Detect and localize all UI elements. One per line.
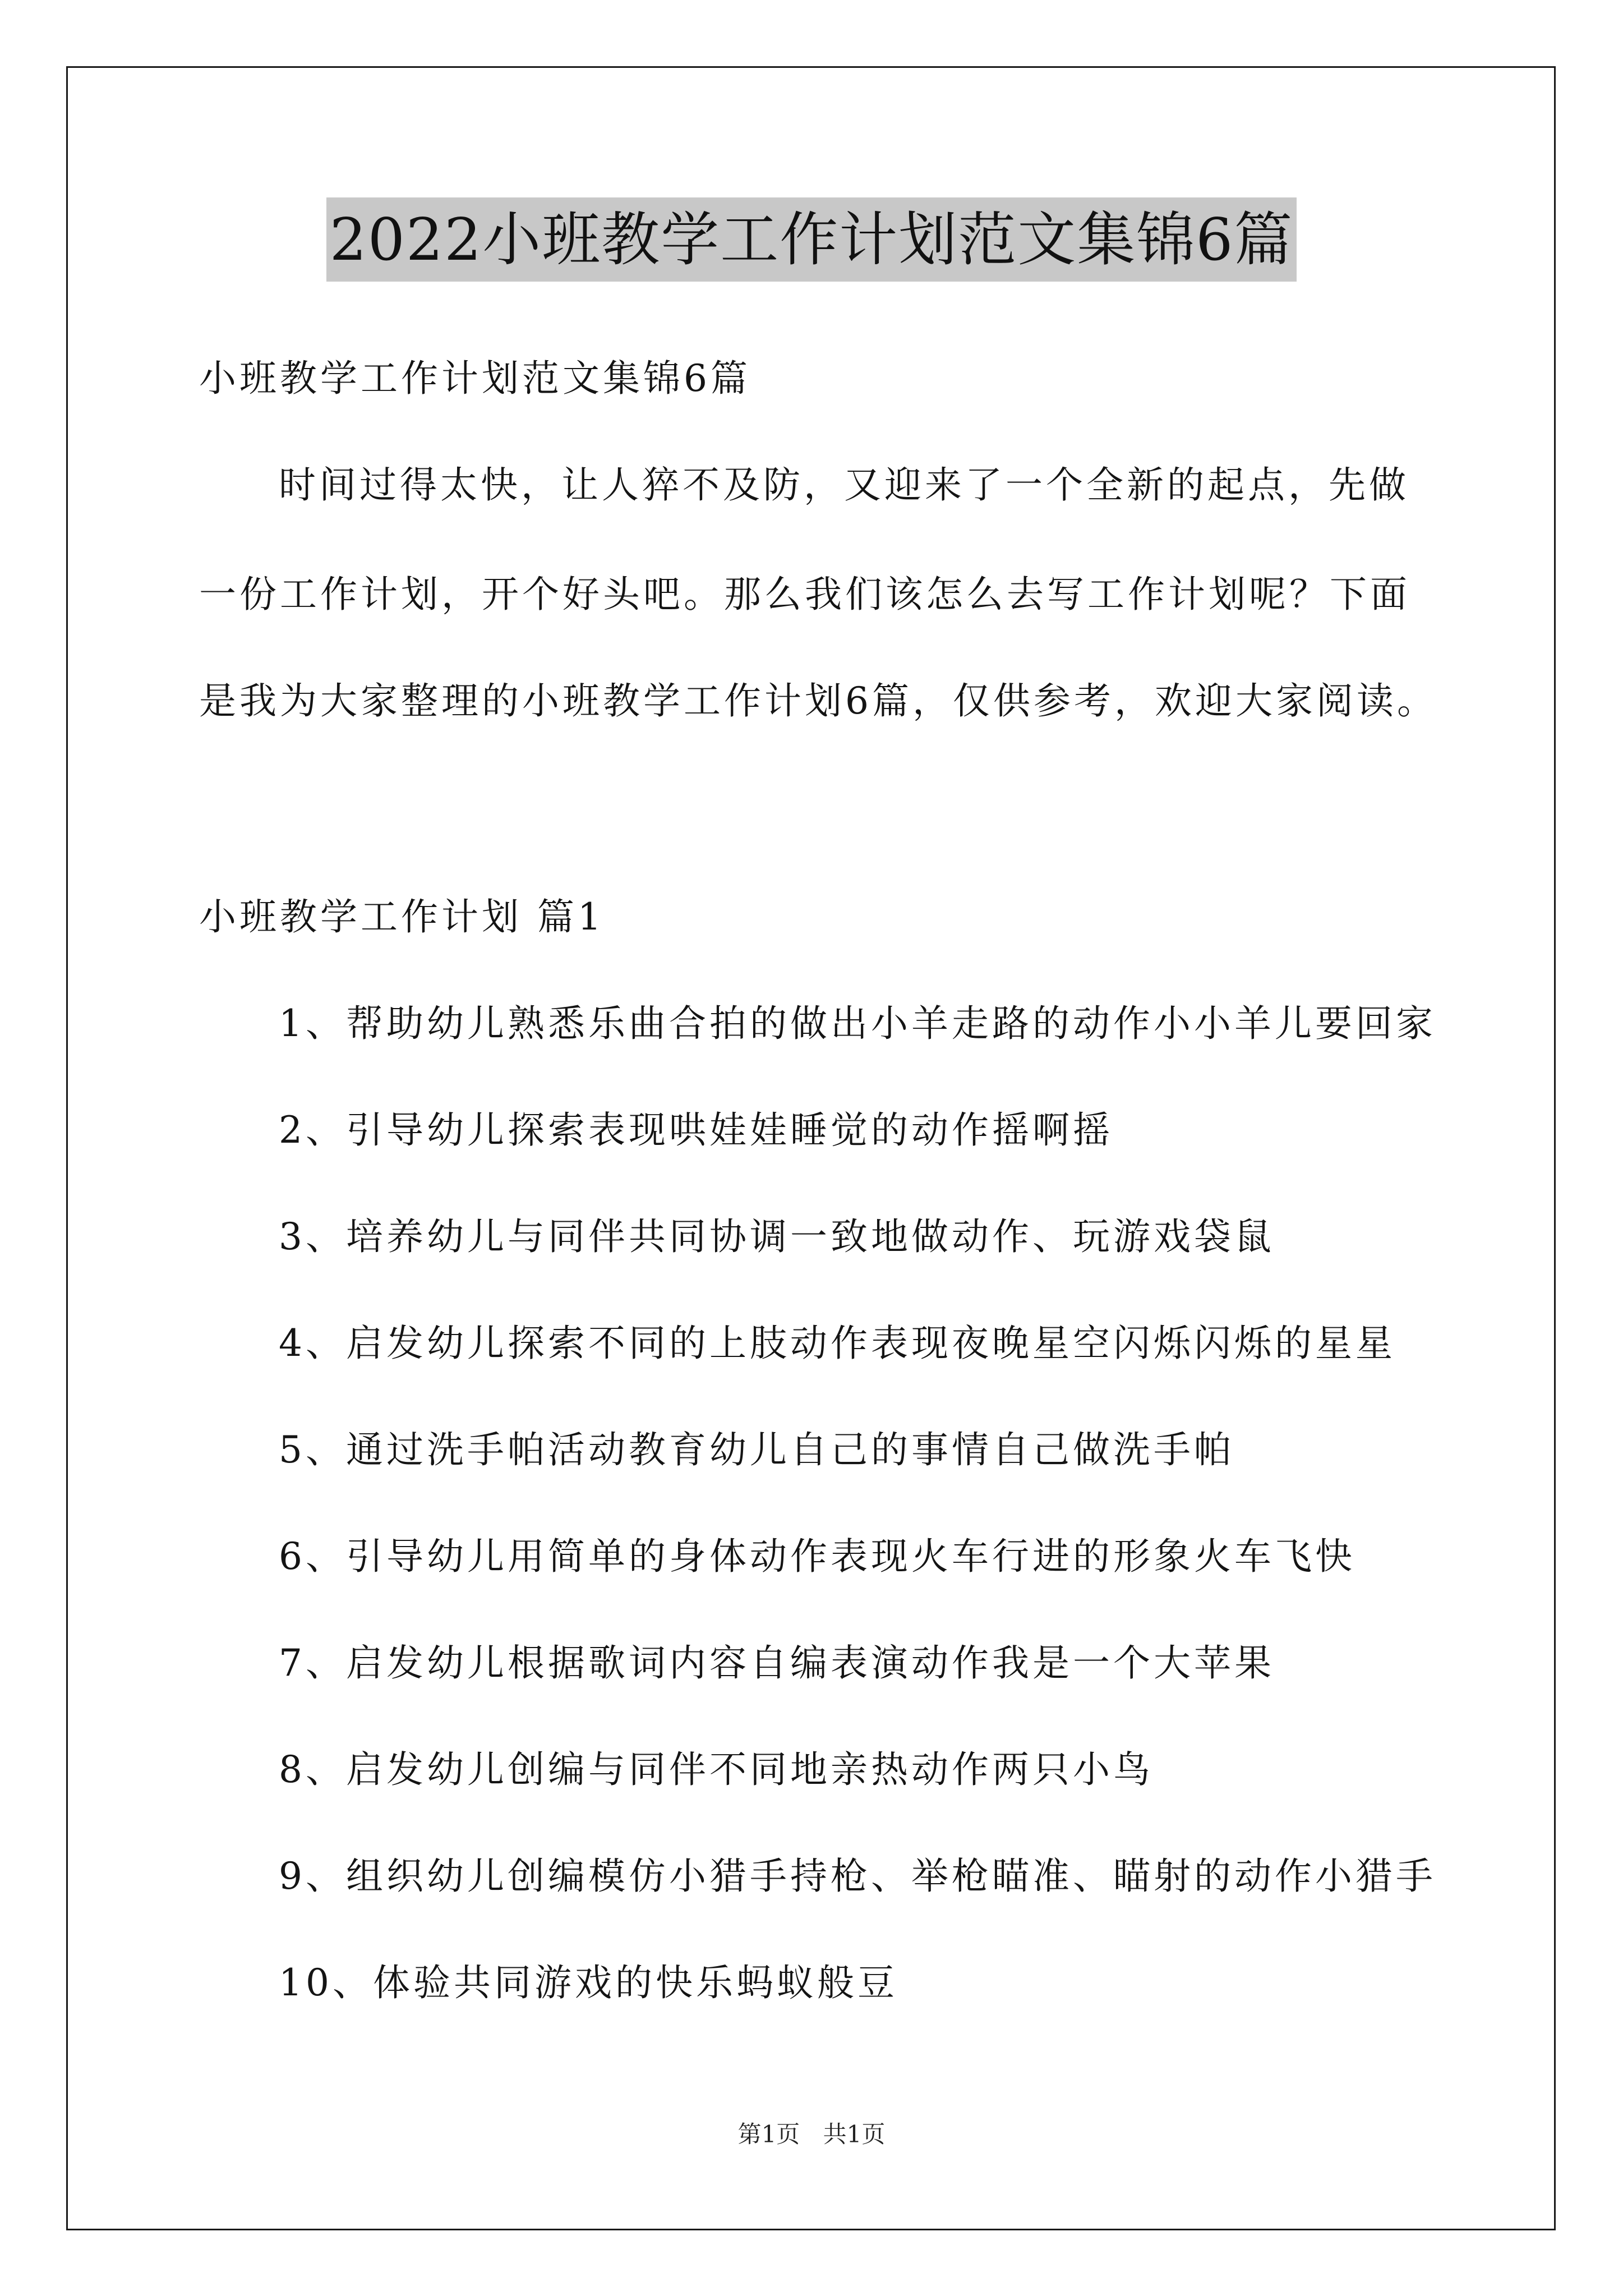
list-item: 3、培养幼儿与同伴共同协调一致地做动作、玩游戏袋鼠 (279, 1215, 1275, 1258)
title-container (0, 197, 1623, 282)
list-item: 6、引导幼儿用简单的身体动作表现火车行进的形象火车飞快 (279, 1535, 1355, 1578)
list-item: 2、引导幼儿探索表现哄娃娃睡觉的动作摇啊摇 (279, 1108, 1113, 1152)
list-item: 9、组织幼儿创编模仿小猎手持枪、举枪瞄准、瞄射的动作小猎手 (279, 1855, 1436, 1898)
list-item: 7、启发幼儿根据歌词内容自编表演动作我是一个大苹果 (279, 1641, 1275, 1685)
intro-line: 时间过得太快，让人猝不及防，又迎来了一个全新的起点，先做 (279, 463, 1409, 507)
document-title: 2022小班教学工作计划范文集锦6篇 (326, 197, 1297, 282)
document-subtitle: 小班教学工作计划范文集锦6篇 (199, 357, 751, 400)
list-item: 4、启发幼儿探索不同的上肢动作表现夜晚星空闪烁闪烁的星星 (279, 1322, 1396, 1365)
page-total: 共1页 (823, 2120, 886, 2148)
page-footer (0, 2118, 1623, 2151)
section-heading: 小班教学工作计划 篇1 (199, 895, 605, 938)
intro-line: 是我为大家整理的小班教学工作计划6篇，仅供参考，欢迎大家阅读。 (199, 679, 1437, 723)
list-item: 8、启发幼儿创编与同伴不同地亲热动作两只小鸟 (279, 1748, 1154, 1791)
page-number: 第1页 (737, 2120, 800, 2148)
list-item: 10、体验共同游戏的快乐蚂蚁般豆 (279, 1961, 898, 2004)
intro-line: 一份工作计划，开个好头吧。那么我们该怎么去写工作计划呢？下面 (199, 573, 1410, 616)
list-item: 5、通过洗手帕活动教育幼儿自己的事情自己做洗手帕 (279, 1428, 1234, 1471)
list-item: 1、帮助幼儿熟悉乐曲合拍的做出小羊走路的动作小小羊儿要回家 (279, 1002, 1436, 1045)
